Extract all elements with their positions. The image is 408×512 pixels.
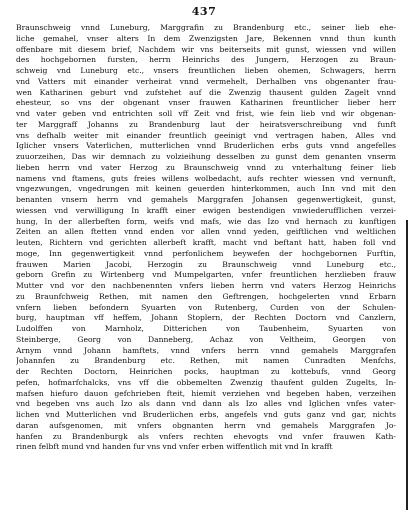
text-line: namens vnd ftamens, guts freies willens wolbedacht, aufs rechter wiessen vnd vernunft, [16,173,396,183]
text-line: Zeiten an allen ftetten vnnd enden vor allen vnnd yeden, geiftlichen vnd weltlichen [16,227,396,237]
text-line: vnd vater geben vnd entrichten soll vff Zeit vnd frist, wie fein lieb vnd wir obgenan- [16,109,396,118]
text-line: Iglicher vnsers Vaterlichen, mutterlichen vnnd Bruderlichen erbs guts vnnd angefelles [16,141,396,151]
page-number: 437 [191,5,217,18]
text-line: Mutter vnd vor den nachbenennten vnfers lieben herrn vnd vaters Herzog Heinrichs [16,281,396,290]
text-line: Johannfen zu Brandenburg etc. Rethen, mit namen Cunradten Menfchs, [16,356,396,366]
body-text [16,23,396,453]
text-line: vns defhalb weiter mit einander freuntlich geeinigt vnd vertragen haben, Alles vnd [16,130,396,140]
text-line: pefen, hofmarfchalcks, vns vff die obbemelten Zwenzig thaufent gulden Zugelts, In- [16,377,396,387]
text-line: liche gemahel, vnser alters In dem Zwenzigsten Jare, Bekennen vnnd thun kunth [16,33,396,43]
text-line: Arnym vnnd Johann hamftets, vnnd vnfers herrn vnnd gemahels Marggrafen [16,345,396,355]
text-line: wiessen vnd verwilligung In krafft einer ewigen bestendigen vnwiederuffIichen verzei- [16,205,396,215]
text-line: ter Marggraff Johanns zu Brandenburg laut der heiratsverschreibung vnd funft [16,119,396,129]
text-line: vnd Vatters mit einander verheirat vnnd vermehelt, Derhalben vns obgenanter frau- [16,76,396,86]
text-line: lichen vnd Mutterlichen vnd Bruderlichen erbs, angefels vnd guts ganz vnd gar, nichts [16,410,396,419]
text-line: lieben herrn vnd vater Herzog zu Braunschweig vnnd zu vnterhaltung feiner lieb [16,162,396,172]
text-line: benanten vnsern herrn vnd gemahels Marggrafen Johansen gegenwertigkeit, gunst, [16,195,396,204]
text-line: daran aufsgenomen, mit vnfers obgnanten herrn vnd gemahels Marggrafen Jo- [16,420,396,430]
text-line: hanfen zu Brandenburgk als vnfers rechten ehevogts vnd vnfer frauwen Kath- [16,431,396,441]
text-line: Steinberge, Georg von Danneberg, Achaz von Veltheim, Georgen von [16,334,396,344]
text-line: schweig vnd Luneburg etc., vnsers freuntlichen lieben ohemen, Schwagers, herrn [16,66,396,75]
text-line: vnd begeben vns auch Izo als dann vnd dann als Izo alles vnd Iglichen vnfes vater- [16,399,396,409]
text-line: hung, In der allerbeften form, weifs vnd mafs, wie das Izo vnd hernach zu kunftigen [16,216,396,226]
text-line: moge, Inn gegenwertigkeit vnnd perfonlichem beywefen der hochgebornen Furftin, [16,248,396,258]
text-line: frauwen Marien Jacobi, Herzogin zu Braunschweig vnnd Luneburg etc., [16,259,396,269]
text-line: offenbare mit diesem brief, Nachdem wir vns beiterseits mit gunst, wiessen vnd willen [16,44,396,54]
text-line: des hochgebornen fursten, herrn Heinrichs des Jungern, Herzogen zu Braun- [16,55,396,65]
text-line: der Rechten Doctorn, Heinrichen pocks, hauptman zu kottebufs, vnnd Georg [16,367,396,376]
text-line: Braunschweig vnnd Luneburg, Marggrafin zu Brandenburg etc., seiner lieb ehe- [16,23,396,32]
text-line: mafsen hiefuro dauon gefchrieben fteit, hiemit verziehen vnd begeben haben, verzeihen [16,388,396,398]
text-line: zu Braunfchweig Rethen, mit namen den Geftrengen, hochgelerten vnnd Erbarn [16,291,396,301]
text-line: ehesteur, so vns der obgenant vnser frauwen Katharinen freuntlicher lieber herr [16,98,396,108]
text-line: vngezwungen, vngedrungen mit keinen geuerden hinterkommen, auch Inn vnd mit den [16,184,396,194]
text-line: rinen felbft mund vnd handen fur vns vnd vnfer erben wiffentlich mit vnd In krafft [16,442,333,452]
text-line: leuten, Richtern vnd gerichten allerbeft krafft, macht vnd beftant hatt, haben foll vnd [16,238,396,247]
text-line: vnfern lieben befondern Syuarten von Rutenberg, Curden von der Schulen- [16,302,396,312]
text-line: geborn Grefin zu Wirtenberg vnd Mumpelgarten, vnfer freuntlichen herzlieben frauw [16,270,396,280]
text-line: wen Katharinen geburt vnd zufstehet auf die Zwenzig thausent gulden Zagelt vnnd [16,87,396,97]
text-line: burg, hauptman vff heffem, Johann Stoplern, der Rechten Doctorn vnd Canzlern, [16,313,396,323]
text-line: Ludolffen von Marnholz, Ditterichen von Taubenheim, Syuarten von [16,324,396,333]
text-line: zuuorzeihen, Das wir demnach zu volzieihung desselben zu gunst dem genanten vnserm [16,152,396,161]
